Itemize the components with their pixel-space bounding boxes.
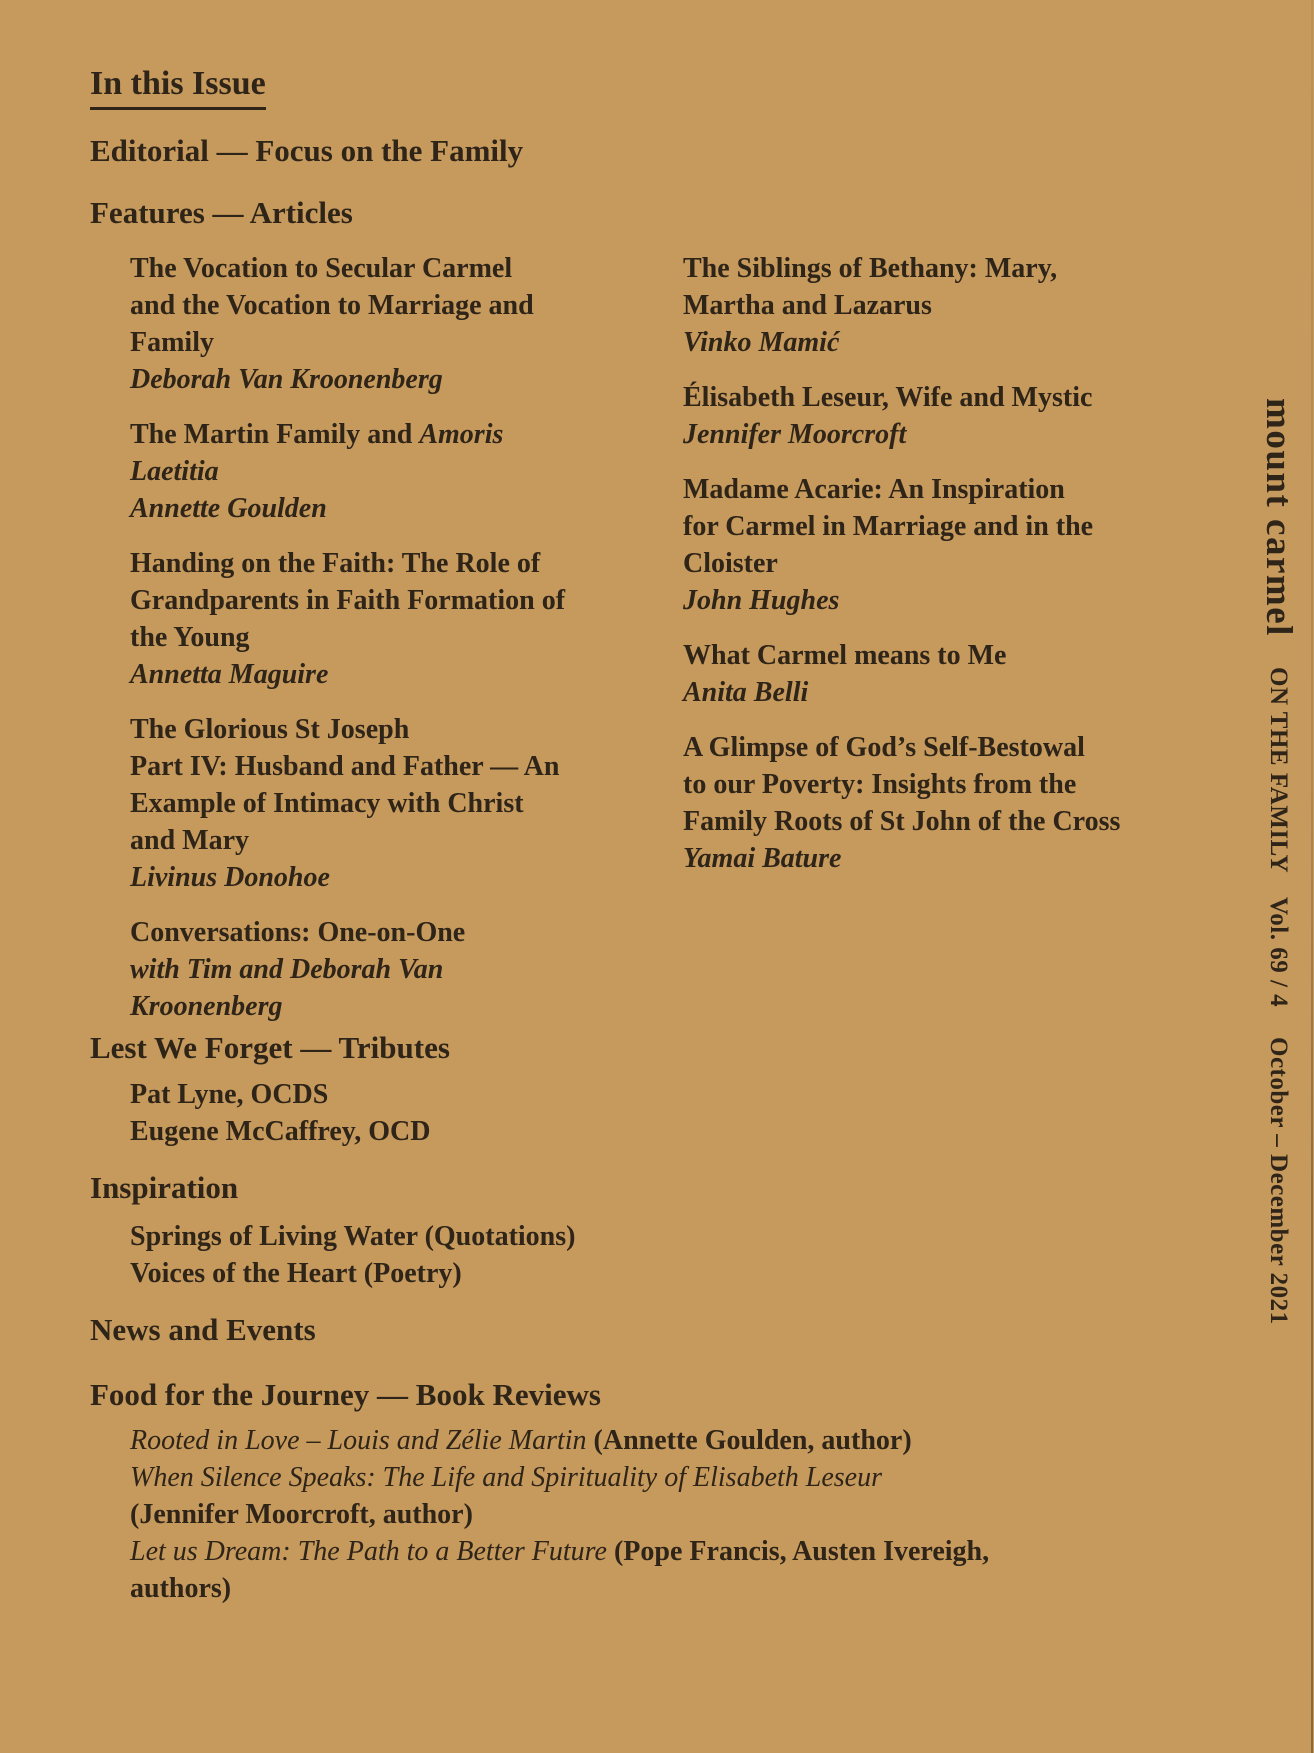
toc-article-line bbox=[130, 250, 565, 287]
toc-article-line bbox=[683, 766, 1120, 803]
toc-article-line bbox=[130, 988, 565, 1025]
text-segment: Example of Intimacy with Christ bbox=[130, 788, 524, 819]
text-segment: Deborah Van Kroonenberg bbox=[130, 364, 443, 395]
book-review-line bbox=[130, 1570, 989, 1607]
toc-article-line bbox=[683, 582, 1120, 619]
text-segment: Springs of Living Water (Quotations) bbox=[130, 1221, 576, 1252]
section-heading-tributes: Lest We Forget — Tributes bbox=[90, 1030, 450, 1065]
magazine-brand: mount carmel bbox=[1258, 398, 1299, 637]
text-segment: The Glorious St Joseph bbox=[130, 714, 410, 745]
toc-article-line bbox=[130, 287, 565, 324]
toc-article bbox=[683, 729, 1120, 877]
issue-theme: ON THE FAMILY bbox=[1265, 666, 1292, 873]
list-item bbox=[130, 1113, 430, 1150]
toc-article-line bbox=[130, 785, 565, 822]
text-segment: John Hughes bbox=[683, 585, 840, 616]
text-segment: Cloister bbox=[683, 548, 778, 579]
toc-article-line bbox=[130, 656, 565, 693]
toc-article-line bbox=[130, 748, 565, 785]
list-item bbox=[130, 1076, 430, 1113]
spine-sidebar bbox=[1257, 398, 1300, 1325]
text-segment: and the Vocation to Marriage and bbox=[130, 290, 534, 321]
text-segment: Family Roots of St John of the Cross bbox=[683, 806, 1121, 837]
issue-dates: October – December 2021 bbox=[1265, 1037, 1292, 1325]
text-segment: the Young bbox=[130, 622, 250, 653]
toc-article-line bbox=[130, 324, 565, 361]
list-item bbox=[130, 1218, 575, 1255]
toc-article-line bbox=[683, 416, 1120, 453]
toc-article bbox=[130, 416, 565, 527]
book-review-line bbox=[130, 1533, 989, 1570]
text-segment: (Pope Francis, Austen Ivereigh, bbox=[606, 1536, 990, 1567]
text-segment: Yamai Bature bbox=[683, 843, 842, 874]
text-segment: Laetitia bbox=[130, 456, 219, 487]
toc-article-line bbox=[130, 490, 565, 527]
toc-article-line bbox=[130, 914, 565, 951]
text-segment: Family bbox=[130, 327, 214, 358]
inspiration-list bbox=[130, 1218, 575, 1292]
toc-article-line bbox=[683, 471, 1120, 508]
section-heading-features: Features — Articles bbox=[90, 195, 353, 230]
text-segment: Anita Belli bbox=[683, 677, 809, 708]
text-segment: A Glimpse of God’s Self-Bestowal bbox=[683, 732, 1085, 763]
text-segment: The Martin Family and bbox=[130, 419, 420, 450]
toc-article-line bbox=[683, 508, 1120, 545]
features-column-left bbox=[130, 250, 565, 1043]
section-heading-inspiration: Inspiration bbox=[90, 1170, 239, 1205]
toc-article-line bbox=[683, 379, 1120, 416]
toc-article bbox=[683, 471, 1120, 619]
toc-article-line bbox=[130, 619, 565, 656]
text-segment: authors) bbox=[130, 1573, 232, 1604]
text-segment: and Mary bbox=[130, 825, 249, 856]
text-segment: Rooted in Love – Louis and Zélie Martin bbox=[130, 1425, 587, 1456]
toc-article bbox=[683, 250, 1120, 361]
text-segment: (Annette Goulden, author) bbox=[586, 1425, 912, 1456]
section-heading-book-reviews: Food for the Journey — Book Reviews bbox=[90, 1377, 601, 1412]
text-segment: Kroonenberg bbox=[130, 991, 283, 1022]
book-review-list bbox=[130, 1422, 989, 1607]
text-segment: with Tim and Deborah Van bbox=[130, 954, 444, 985]
text-segment: Voices of the Heart (Poetry) bbox=[130, 1258, 462, 1289]
text-segment: Vinko Mamić bbox=[683, 327, 840, 358]
text-segment: Part IV: Husband and Father — An bbox=[130, 751, 560, 782]
toc-article bbox=[130, 250, 565, 398]
features-column-right bbox=[683, 250, 1120, 895]
volume-number: Vol. 69 / 4 bbox=[1265, 897, 1292, 1008]
toc-content bbox=[90, 0, 1240, 1753]
tributes-list bbox=[130, 1076, 430, 1150]
text-segment: Élisabeth Leseur, Wife and Mystic bbox=[683, 382, 1093, 413]
toc-article bbox=[130, 545, 565, 693]
toc-article-line bbox=[130, 582, 565, 619]
toc-article-line bbox=[683, 840, 1120, 877]
toc-article-line bbox=[130, 416, 565, 453]
text-segment: Jennifer Moorcroft bbox=[683, 419, 907, 450]
toc-article-line bbox=[130, 453, 565, 490]
list-item bbox=[130, 1255, 575, 1292]
text-segment: Madame Acarie: An Inspiration bbox=[683, 474, 1065, 505]
toc-article bbox=[130, 711, 565, 896]
toc-article-line bbox=[683, 803, 1120, 840]
book-review-line bbox=[130, 1496, 989, 1533]
text-segment: (Jennifer Moorcroft, author) bbox=[130, 1499, 473, 1530]
section-heading-editorial: Editorial — Focus on the Family bbox=[90, 133, 524, 168]
toc-article-line bbox=[683, 287, 1120, 324]
text-segment: for Carmel in Marriage and in the bbox=[683, 511, 1094, 542]
toc-article bbox=[683, 379, 1120, 453]
text-segment: The Vocation to Secular Carmel bbox=[130, 253, 513, 284]
text-segment: What Carmel means to Me bbox=[683, 640, 1007, 671]
toc-article-line bbox=[683, 674, 1120, 711]
toc-article-line bbox=[683, 324, 1120, 361]
toc-article-line bbox=[130, 361, 565, 398]
text-segment: Annetta Maguire bbox=[130, 659, 329, 690]
toc-article-line bbox=[683, 637, 1120, 674]
page-title: In this Issue bbox=[90, 64, 266, 110]
text-segment: Pat Lyne, OCDS bbox=[130, 1079, 329, 1110]
text-segment: Handing on the Faith: The Role of bbox=[130, 548, 541, 579]
toc-article-line bbox=[130, 822, 565, 859]
toc-article bbox=[683, 637, 1120, 711]
toc-article bbox=[130, 914, 565, 1025]
text-segment: to our Poverty: Insights from the bbox=[683, 769, 1077, 800]
text-segment: When Silence Speaks: The Life and Spirituality of Elisabeth Leseur bbox=[130, 1462, 882, 1493]
toc-article-line bbox=[130, 711, 565, 748]
text-segment: Livinus Donohoe bbox=[130, 862, 330, 893]
text-segment: Conversations: One-on-One bbox=[130, 917, 466, 948]
text-segment: Martha and Lazarus bbox=[683, 290, 932, 321]
text-segment: Grandparents in Faith Formation of bbox=[130, 585, 566, 616]
book-review-line bbox=[130, 1422, 989, 1459]
section-heading-news: News and Events bbox=[90, 1312, 316, 1347]
toc-article-line bbox=[683, 729, 1120, 766]
toc-article-line bbox=[130, 951, 565, 988]
text-segment: Amoris bbox=[419, 419, 504, 450]
page-edge-shadow bbox=[1311, 0, 1313, 1753]
text-segment: The Siblings of Bethany: Mary, bbox=[683, 253, 1058, 284]
text-segment: Let us Dream: The Path to a Better Future bbox=[130, 1536, 607, 1567]
text-segment: Annette Goulden bbox=[130, 493, 327, 524]
toc-article-line bbox=[683, 250, 1120, 287]
text-segment: Eugene McCaffrey, OCD bbox=[130, 1116, 431, 1147]
book-review-line bbox=[130, 1459, 989, 1496]
toc-article-line bbox=[130, 545, 565, 582]
toc-article-line bbox=[683, 545, 1120, 582]
toc-article-line bbox=[130, 859, 565, 896]
